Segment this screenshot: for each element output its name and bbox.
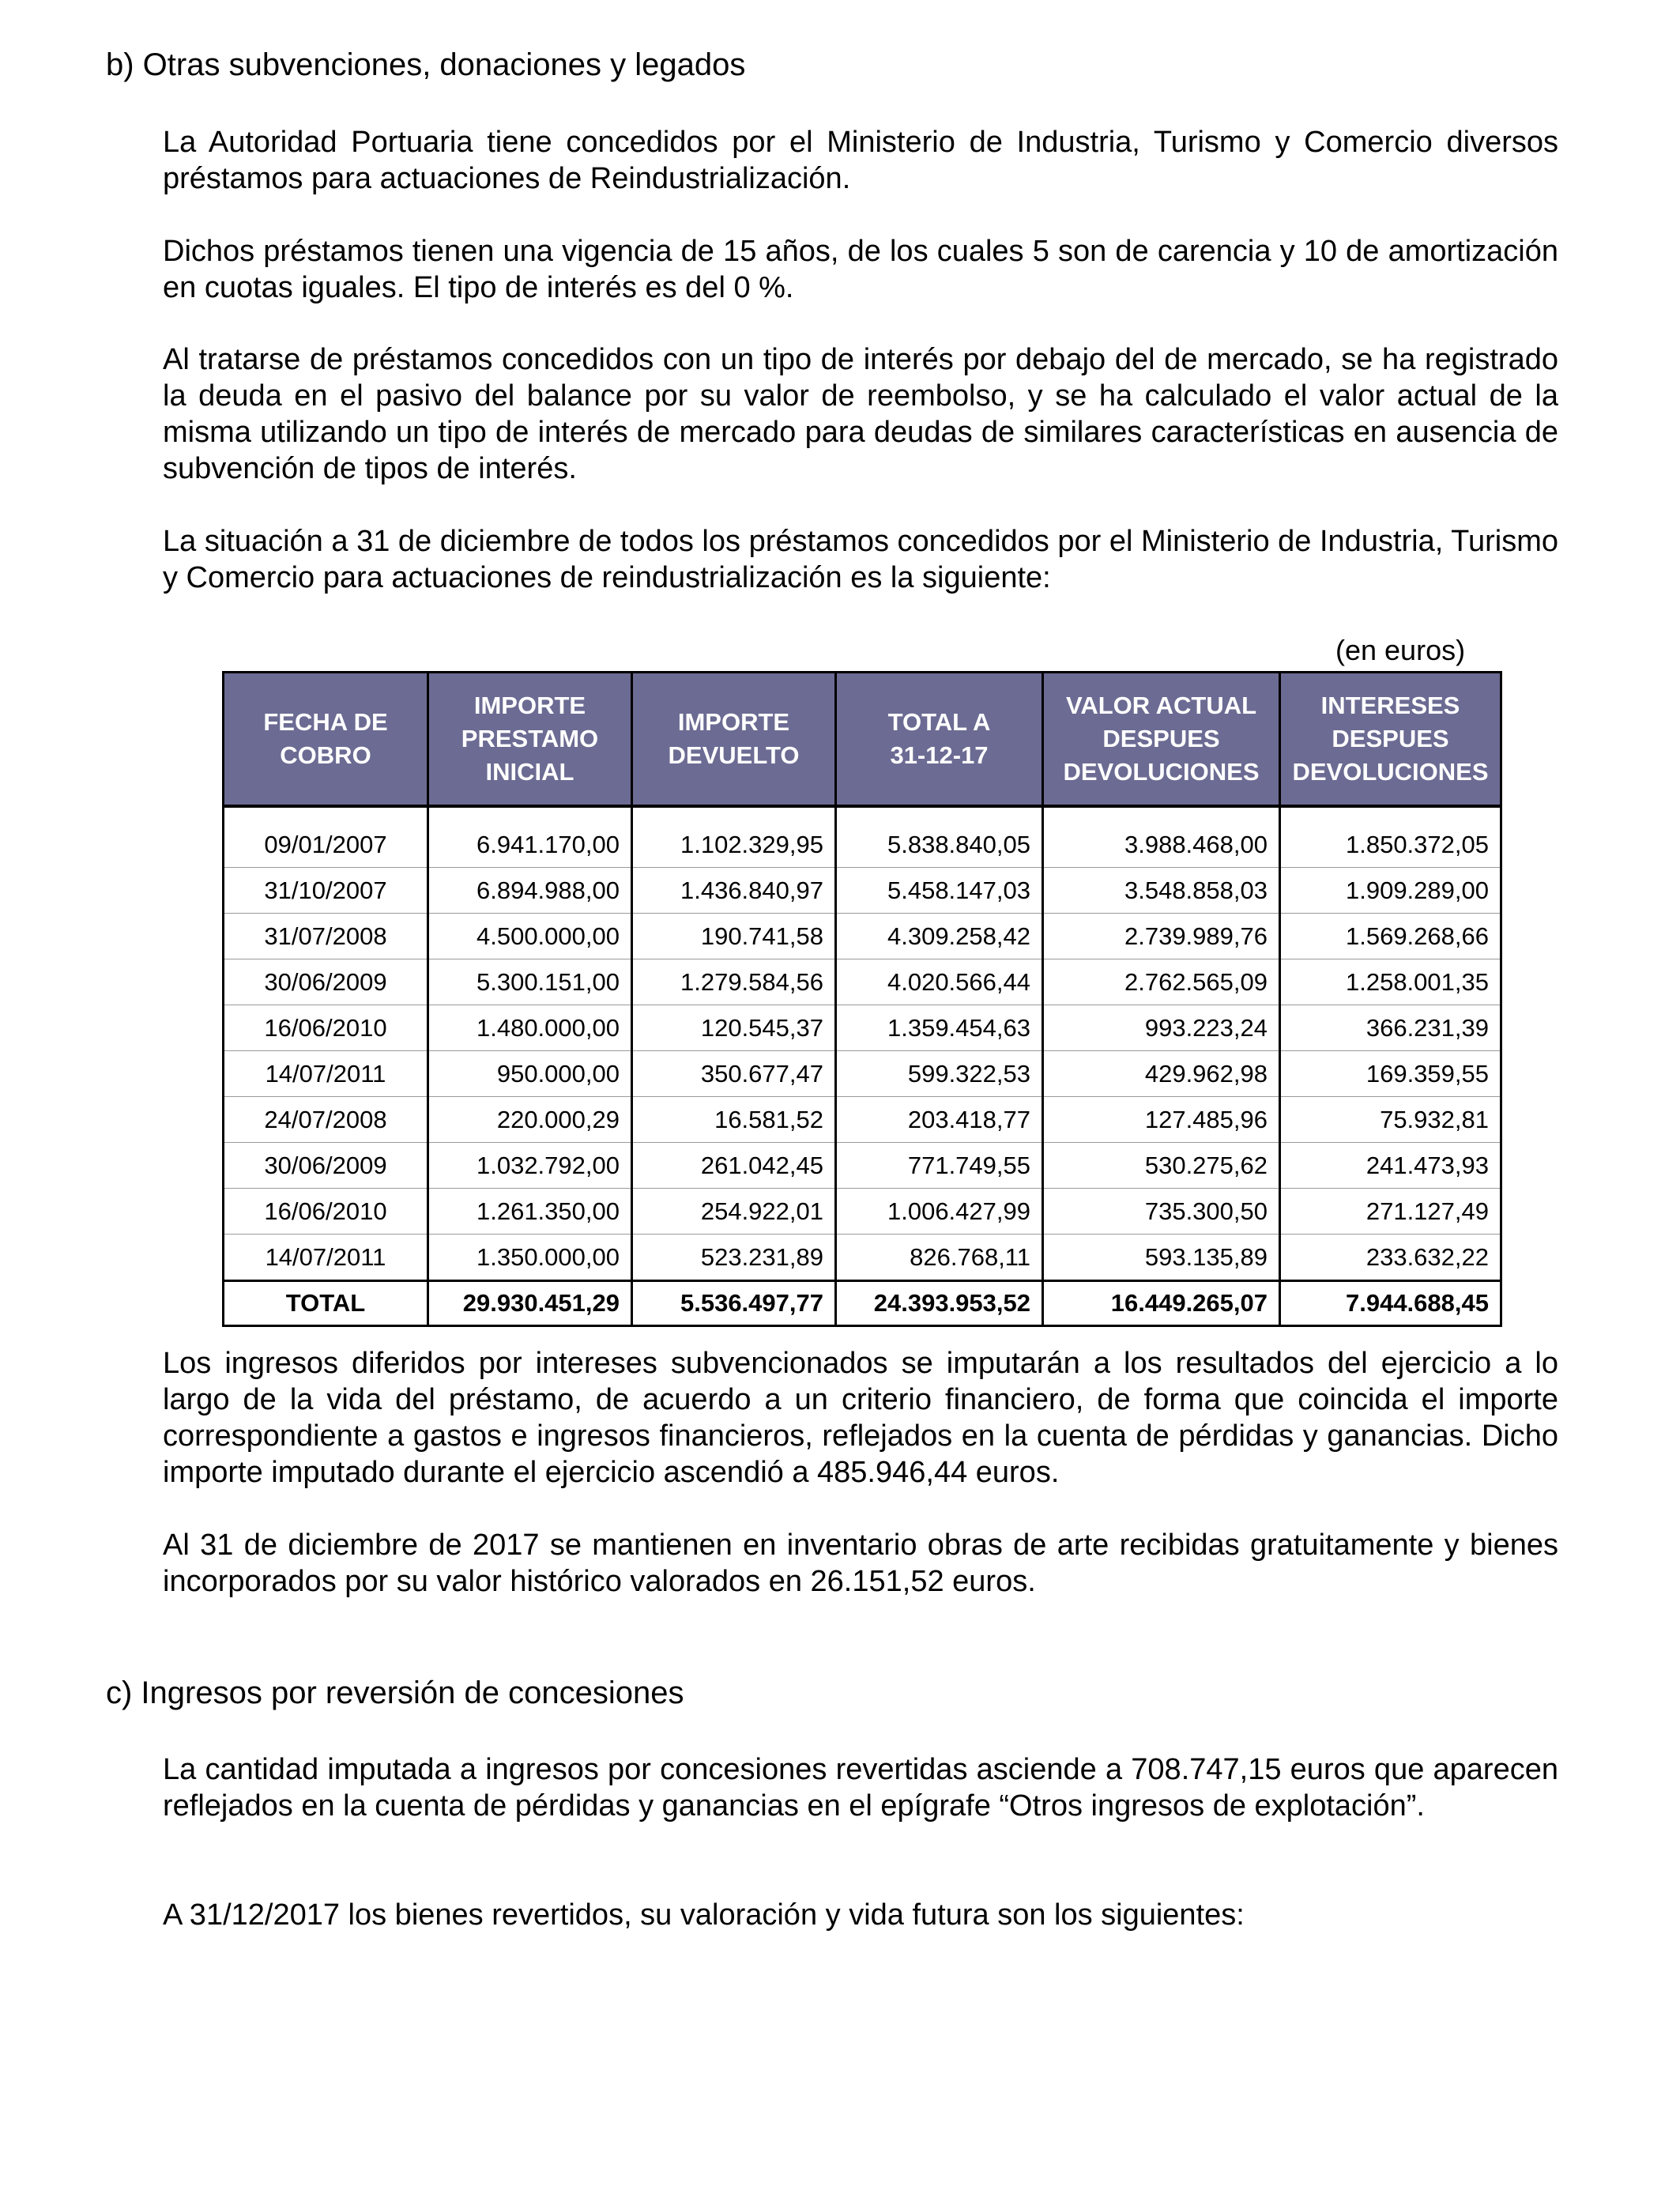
table-row [224, 1097, 1501, 1143]
cell-valor-actual: 3.988.468,00 [1043, 822, 1280, 868]
paragraph-reversion-income [163, 1751, 1558, 1824]
cell-total: 771.749,55 [836, 1143, 1043, 1189]
cell-intereses: 1.909.289,00 [1280, 868, 1501, 914]
cell-intereses: 75.932,81 [1280, 1097, 1501, 1143]
cell-importe-inicial: 1.032.792,00 [428, 1143, 632, 1189]
units-note: (en euros) [1335, 634, 1466, 666]
paragraph-text: Al tratarse de préstamos concedidos con un tipo de interés por debajo del de mercado, se ha registrado la deuda en el pasivo del balance por su valor de reembolso, y se ha calculado el valor actual de la misma utilizando un tipo de interés de mercado para deudas de similares características en ausencia de subvención de tipos de interés. [163, 343, 1558, 485]
paragraph-art-inventory [163, 1527, 1558, 1600]
cell-valor-actual: 2.739.989,76 [1043, 914, 1280, 959]
cell-valor-actual: 2.762.565,09 [1043, 959, 1280, 1005]
cell-total-importe-inicial: 29.930.451,29 [428, 1281, 632, 1326]
header-importe-devuelto: IMPORTE DEVUELTO [632, 673, 836, 807]
paragraph-text: La situación a 31 de diciembre de todos los préstamos concedidos por el Ministerio de Industria, Turismo y Comercio para actuaciones de reindustrialización es la siguiente: [163, 525, 1558, 594]
cell-importe-inicial: 1.480.000,00 [428, 1005, 632, 1051]
cell-importe-inicial: 220.000,29 [428, 1097, 632, 1143]
cell-intereses: 366.231,39 [1280, 1005, 1501, 1051]
cell-importe-inicial: 1.350.000,00 [428, 1235, 632, 1281]
paragraph-text: Los ingresos diferidos por intereses subvencionados se imputarán a los resultados del ejercicio a lo largo de la vida del préstamo, de acuerdo a un criterio financiero, de forma que coincida el importe correspondiente a gastos e ingresos financieros, reflejados en la cuenta de pérdidas y ganancias. Dicho importe imputado durante el ejercicio ascendió a 485.946,44 euros. [163, 1347, 1558, 1489]
cell-importe-devuelto: 190.741,58 [632, 914, 836, 959]
cell-total: 826.768,11 [836, 1235, 1043, 1281]
table-header-row [224, 673, 1501, 807]
cell-total-valor-actual: 16.449.265,07 [1043, 1281, 1280, 1326]
cell-total: 5.458.147,03 [836, 868, 1043, 914]
paragraph-text: Al 31 de diciembre de 2017 se mantienen en inventario obras de arte recibidas gratuitamente y bienes incorporados por su valor histórico valorados en 26.151,52 euros. [163, 1529, 1558, 1598]
cell-valor-actual: 3.548.858,03 [1043, 868, 1280, 914]
cell-importe-devuelto: 16.581,52 [632, 1097, 836, 1143]
cell-importe-devuelto: 1.279.584,56 [632, 959, 836, 1005]
cell-fecha: 31/07/2008 [224, 914, 428, 959]
table-row [224, 914, 1501, 959]
table-row [224, 1143, 1501, 1189]
header-intereses: INTERESES DESPUES DEVOLUCIONES [1280, 673, 1501, 807]
cell-importe-inicial: 1.261.350,00 [428, 1189, 632, 1235]
table-spacer-row [224, 806, 1501, 822]
cell-valor-actual: 429.962,98 [1043, 1051, 1280, 1097]
cell-total-importe-devuelto: 5.536.497,77 [632, 1281, 836, 1326]
cell-importe-devuelto: 120.545,37 [632, 1005, 836, 1051]
cell-valor-actual: 530.275,62 [1043, 1143, 1280, 1189]
loans-table [222, 671, 1502, 1327]
cell-valor-actual: 735.300,50 [1043, 1189, 1280, 1235]
header-fecha-cobro: FECHA DE COBRO [224, 673, 428, 807]
cell-valor-actual: 593.135,89 [1043, 1235, 1280, 1281]
cell-importe-inicial: 6.894.988,00 [428, 868, 632, 914]
paragraph-situation [163, 523, 1558, 596]
cell-intereses: 241.473,93 [1280, 1143, 1501, 1189]
cell-importe-devuelto: 254.922,01 [632, 1189, 836, 1235]
table-row [224, 1189, 1501, 1235]
cell-fecha: 30/06/2009 [224, 959, 428, 1005]
table-row [224, 868, 1501, 914]
cell-total: 1.006.427,99 [836, 1189, 1043, 1235]
paragraph-text: Dichos préstamos tienen una vigencia de 15 años, de los cuales 5 son de carencia y 10 de amortización en cuotas iguales. El tipo de interés es del 0 %. [163, 235, 1558, 304]
cell-total: 1.359.454,63 [836, 1005, 1043, 1051]
paragraph-loans-intro [163, 124, 1558, 197]
paragraph-text: La Autoridad Portuaria tiene concedidos por el Ministerio de Industria, Turismo y Comercio diversos préstamos para actuaciones de Reindustrialización. [163, 126, 1558, 195]
cell-importe-devuelto: 1.102.329,95 [632, 822, 836, 868]
cell-valor-actual: 993.223,24 [1043, 1005, 1280, 1051]
section-b-heading: b) Otras subvenciones, donaciones y legados [106, 47, 746, 82]
cell-intereses: 169.359,55 [1280, 1051, 1501, 1097]
cell-valor-actual: 127.485,96 [1043, 1097, 1280, 1143]
paragraph-text: La cantidad imputada a ingresos por concesiones revertidas asciende a 708.747,15 euros que aparecen reflejados en la cuenta de pérdidas y ganancias en el epígrafe “Otros ingresos de explotación”. [163, 1753, 1558, 1823]
header-total-a-31-12-17: TOTAL A 31-12-17 [836, 673, 1043, 807]
paragraph-reverted-assets [163, 1897, 1558, 1933]
cell-importe-inicial: 950.000,00 [428, 1051, 632, 1097]
header-importe-prestamo-inicial: IMPORTE PRESTAMO INICIAL [428, 673, 632, 807]
cell-importe-inicial: 4.500.000,00 [428, 914, 632, 959]
cell-total-total: 24.393.953,52 [836, 1281, 1043, 1326]
cell-importe-devuelto: 350.677,47 [632, 1051, 836, 1097]
paragraph-text: A 31/12/2017 los bienes revertidos, su valoración y vida futura son los siguientes: [163, 1898, 1245, 1932]
cell-fecha: 14/07/2011 [224, 1051, 428, 1097]
cell-intereses: 1.258.001,35 [1280, 959, 1501, 1005]
cell-total-label: TOTAL [224, 1281, 428, 1326]
cell-total: 599.322,53 [836, 1051, 1043, 1097]
cell-importe-inicial: 5.300.151,00 [428, 959, 632, 1005]
header-valor-actual: VALOR ACTUAL DESPUES DEVOLUCIONES [1043, 673, 1280, 807]
cell-intereses: 1.569.268,66 [1280, 914, 1501, 959]
cell-fecha: 16/06/2010 [224, 1005, 428, 1051]
cell-total: 203.418,77 [836, 1097, 1043, 1143]
cell-fecha: 24/07/2008 [224, 1097, 428, 1143]
table-total-row [224, 1281, 1501, 1326]
table-row [224, 1051, 1501, 1097]
table-row [224, 1005, 1501, 1051]
cell-importe-devuelto: 261.042,45 [632, 1143, 836, 1189]
paragraph-deferred-income [163, 1345, 1558, 1491]
table-row [224, 1235, 1501, 1281]
cell-total: 5.838.840,05 [836, 822, 1043, 868]
cell-intereses: 233.632,22 [1280, 1235, 1501, 1281]
cell-importe-inicial: 6.941.170,00 [428, 822, 632, 868]
cell-importe-devuelto: 523.231,89 [632, 1235, 836, 1281]
cell-intereses: 1.850.372,05 [1280, 822, 1501, 868]
cell-fecha: 14/07/2011 [224, 1235, 428, 1281]
cell-fecha: 30/06/2009 [224, 1143, 428, 1189]
section-c-heading: c) Ingresos por reversión de concesiones [106, 1676, 684, 1710]
cell-fecha: 31/10/2007 [224, 868, 428, 914]
paragraph-interest-rate [163, 341, 1558, 487]
table-row [224, 822, 1501, 868]
cell-total-intereses: 7.944.688,45 [1280, 1281, 1501, 1326]
cell-fecha: 09/01/2007 [224, 822, 428, 868]
cell-intereses: 271.127,49 [1280, 1189, 1501, 1235]
cell-fecha: 16/06/2010 [224, 1189, 428, 1235]
paragraph-loan-terms [163, 233, 1558, 306]
cell-total: 4.020.566,44 [836, 959, 1043, 1005]
cell-importe-devuelto: 1.436.840,97 [632, 868, 836, 914]
table-row [224, 959, 1501, 1005]
cell-total: 4.309.258,42 [836, 914, 1043, 959]
